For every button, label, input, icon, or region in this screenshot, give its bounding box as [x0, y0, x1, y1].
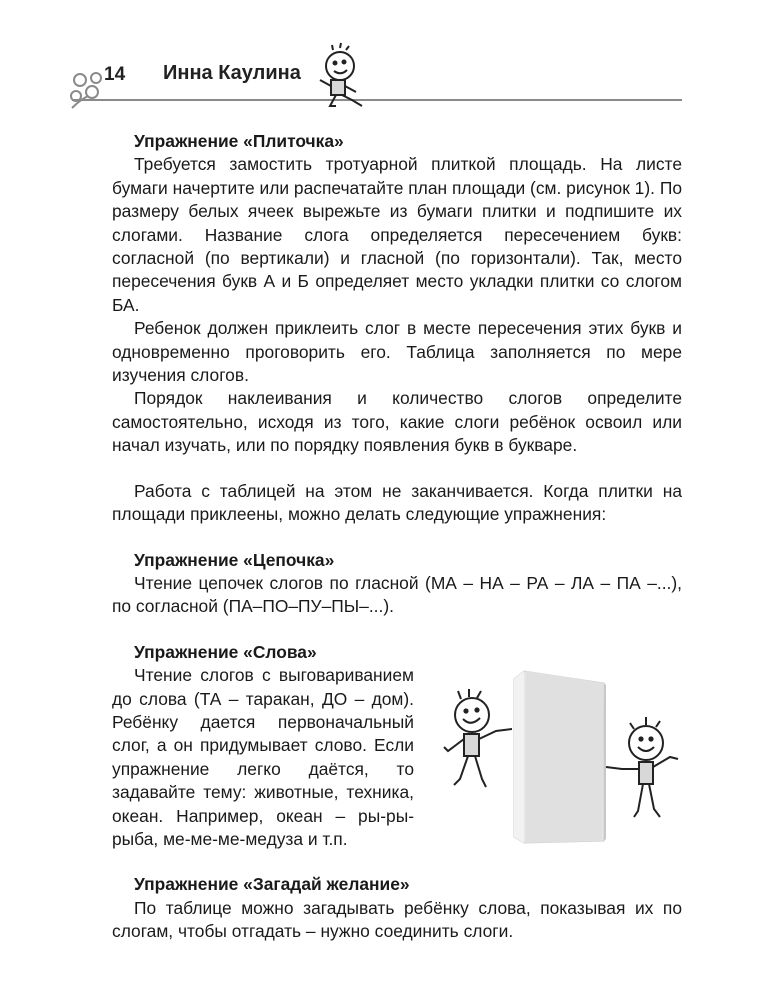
header-decoration — [0, 0, 759, 120]
slova-section — [112, 641, 682, 852]
paragraph: По таблице можно загадывать ребёнку слова, показывая их по слогам, чтобы отгадать – нужно соединить слоги. — [112, 897, 682, 942]
stick-figure-right-icon — [606, 717, 678, 817]
stick-figures-book-illustration — [434, 661, 688, 851]
stick-figure-sitting-icon — [320, 43, 362, 106]
paragraph: Чтение слогов с выговариванием до слова (ТА – таракан, ДО – дом). Ребёнку дается первоначальный слог, а он придумывает слово. Если упражнение легко даётся, то задавайте тему: животные, техника, океан. Например, океан – ры-ры-рыба, ме-ме-ме-медуза и т.п. — [112, 665, 414, 849]
paragraph: Требуется замостить тротуарной плиткой площадь. На листе бумаги начертите или распечатайте план площади (см. рисунок 1). По размеру белых ячеек вырежьте из бумаги плитки и подпишите их слогами. Название слога определяется пересечением букв: согласной (по вертикали) и гласной (по горизонтали). Так, место пересечения букв А и Б определяет место укладки плитки со слогом БА. — [112, 154, 682, 315]
paragraph: Ребенок должен приклеить слог в месте пересечения этих букв и одновременно проговорить его. Таблица заполняется по мере изучения слогов. — [112, 318, 682, 386]
author-name: Инна Каулина — [163, 62, 301, 84]
paragraph: Работа с таблицей на этом не заканчивается. Когда плитки на площади приклеены, можно делать следующие упражнения: — [112, 480, 682, 525]
page-content — [112, 130, 682, 944]
flower-ornament-icon — [71, 73, 101, 108]
paragraph: Порядок наклеивания и количество слогов определите самостоятельно, исходя из того, какие слоги ребёнок освоил или начал изучать, или по порядку появления букв в букваре. — [112, 388, 682, 456]
page-header — [0, 0, 759, 120]
section-title-zagaday-zhelanie: Упражнение «Загадай желание» — [134, 874, 410, 895]
book-icon — [514, 671, 606, 843]
stick-figure-left-icon — [444, 689, 512, 787]
section-title-plitochka: Упражнение «Плиточка» — [134, 131, 344, 151]
section-title-slova: Упражнение «Слова» — [134, 641, 317, 662]
paragraph: Чтение цепочек слогов по гласной (МА – НА – РА – ЛА – ПА –...), по согласной (ПА–ПО–ПУ–ПЫ–...). — [112, 572, 682, 617]
page-number: 14 — [104, 64, 126, 85]
section-title-tsepochka: Упражнение «Цепочка» — [134, 549, 335, 570]
